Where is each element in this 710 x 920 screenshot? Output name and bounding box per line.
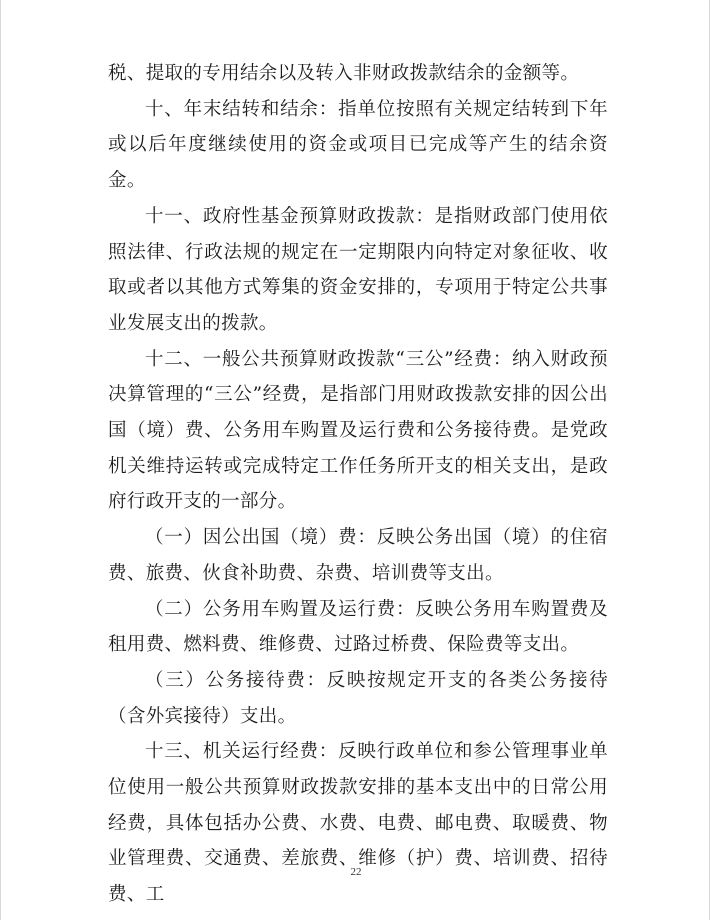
paragraph-official-reception-expense: （三）公务接待费：反映按规定开支的各类公务接待（含外宾接待）支出。 [108, 669, 608, 727]
paragraph-government-fund-appropriation: 十一、政府性基金预算财政拨款：是指财政部门使用依照法律、行政法规的规定在一定期限内向特定对象征收、收取或者以其他方式筹集的资金安排的，专项用于特定公共事业发展支出的拨款。 [108, 205, 608, 334]
page-number: 22 [350, 866, 362, 878]
paragraph-three-public-expenses: 十二、一般公共预算财政拨款“三公”经费：纳入财政预决算管理的“三公”经费，是指部门用财政拨款安排的因公出国（境）费、公务用车购置及运行费和公务接待费。是党政机关维持运转或完成特定工作任务所开支的相关支出，是政府行政开支的一部分。 [108, 348, 608, 513]
paragraph-continuation: 税、提取的专用结余以及转入非财政拨款结余的金额等。 [108, 63, 580, 84]
paragraph-official-vehicle-expense: （二）公务用车购置及运行费：反映公务用车购置费及租用费、燃料费、维修费、过路过桥费、保险费等支出。 [108, 598, 608, 656]
paragraph-overseas-travel-expense: （一）因公出国（境）费：反映公务出国（境）的住宿费、旅费、伙食补助费、杂费、培训费等支出。 [108, 527, 608, 584]
document-body [108, 56, 608, 913]
paragraph-year-end-carryover: 十、年末结转和结余：指单位按照有关规定结转到下年或以后年度继续使用的资金或项目已完成等产生的结余资金。 [108, 98, 608, 192]
paragraph-operating-expenses: 十三、机关运行经费：反映行政单位和参公管理事业单位使用一般公共预算财政拨款安排的基本支出中的日常公用经费，具体包括办公费、水费、电费、邮电费、取暖费、物业管理费、交通费、差旅费、维修（护）费、培训费、招待费、工 [108, 741, 608, 906]
